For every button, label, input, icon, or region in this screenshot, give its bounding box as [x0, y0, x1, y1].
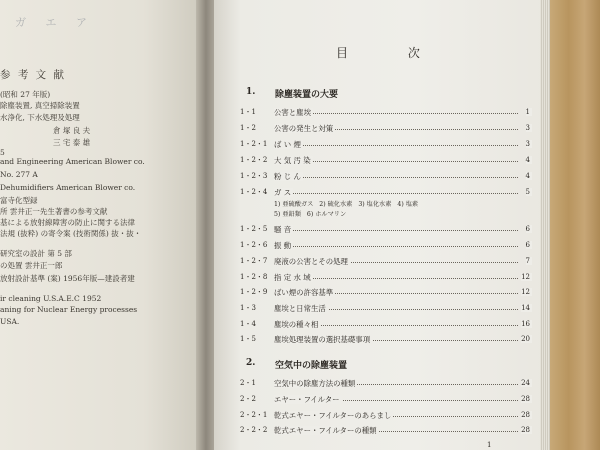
entry-title: 粉 じ ん — [274, 172, 301, 181]
toc-entry — [240, 319, 532, 330]
subitem: 1) 亜硫酸ガス — [274, 201, 314, 208]
reference-line: and Engineering American Blower co. — [0, 157, 145, 166]
toc-entry — [240, 256, 532, 267]
section-title: 除塵装置の大要 — [275, 90, 339, 100]
entry-title: ば い 煙 — [274, 140, 301, 149]
toc-entry — [240, 334, 532, 345]
entry-number: 1・2 — [240, 124, 256, 132]
toc-entry — [240, 425, 532, 436]
entry-title: 振 動 — [274, 241, 292, 250]
reference-line: Dehumidifiers American Blower co. — [0, 183, 136, 192]
left-page — [0, 0, 205, 450]
entry-number: 1・2・1 — [240, 140, 268, 148]
entry-number: 1・3 — [240, 304, 256, 312]
entry-title: 廃液の公害とその処理 — [274, 257, 348, 266]
section-title: 空気中の除塵装置 — [275, 361, 348, 371]
entry-page: 4 — [525, 156, 530, 164]
entry-number: 2・2 — [240, 395, 256, 403]
entry-title: 指 定 水 域 — [274, 273, 311, 282]
toc-entry — [240, 107, 532, 118]
reference-line: 除塵装置, 真空掃除装置 — [0, 101, 80, 110]
entry-page: 16 — [521, 320, 530, 328]
section-number: 1. — [246, 87, 256, 97]
reference-line: aning for Nuclear Energy processes — [0, 305, 138, 314]
reference-line: 基による放射線障害の防止に関する法律 — [0, 218, 135, 227]
section-number: 2. — [246, 358, 256, 368]
entry-page: 28 — [521, 395, 530, 403]
entry-page: 12 — [521, 273, 530, 281]
entry-number: 1・2・6 — [240, 241, 268, 249]
entry-number: 1・2・4 — [240, 188, 268, 196]
entry-page: 5 — [525, 188, 530, 196]
entry-page: 20 — [521, 335, 530, 343]
entry-page: 24 — [521, 379, 530, 387]
subitem: 5) 亜鉛類 — [274, 211, 301, 218]
reference-line: 5 — [0, 148, 5, 157]
subitem: 3) 塩化水素 — [358, 201, 392, 208]
entry-number: 1・2・5 — [240, 225, 268, 233]
entry-title: 大 気 汚 染 — [274, 156, 311, 165]
reference-line: ir cleaning U.S.A.E.C 1952 — [0, 294, 102, 303]
entry-title: 空気中の除塵方法の種類 — [274, 379, 356, 388]
entry-page: 7 — [525, 257, 530, 265]
reference-line: 水浄化, 下水処理及処理 — [0, 113, 80, 122]
entry-title: 騒 音 — [274, 225, 292, 234]
reference-line: 三 宅 泰 雄 — [53, 138, 91, 147]
toc-entry — [240, 272, 532, 283]
entry-number: 1・2・7 — [240, 257, 268, 265]
reference-line: 研究室の設計 第 5 部 — [0, 249, 72, 258]
page-number: 1 — [487, 441, 492, 449]
toc-entry — [240, 410, 532, 421]
gas-subitems — [274, 200, 424, 220]
entry-page: 1 — [525, 108, 530, 116]
entry-number: 1・5 — [240, 335, 256, 343]
entry-title: 塵埃と日常生活 — [274, 304, 326, 313]
toc-entry — [240, 394, 532, 405]
entry-title: 塵埃処理装置の選択基礎事項 — [274, 335, 371, 344]
entry-title: 公害と塵埃 — [274, 108, 311, 117]
desk-surface — [548, 0, 600, 450]
toc-entry — [240, 303, 532, 314]
entry-number: 2・2・2 — [240, 426, 268, 434]
subitem: 4) 塩素 — [397, 201, 419, 208]
entry-page: 3 — [525, 124, 530, 132]
reference-line: 所 雲井正一先生著書の参考文献 — [0, 207, 108, 216]
toc-entry — [240, 123, 532, 134]
reference-line: 倉 塚 良 夫 — [53, 126, 91, 135]
entry-page: 28 — [521, 411, 530, 419]
entry-page: 6 — [525, 225, 530, 233]
entry-title: 塵埃の種々相 — [274, 320, 319, 329]
entry-number: 2・1 — [240, 379, 256, 387]
entry-number: 1・1 — [240, 108, 256, 116]
entry-page: 4 — [525, 172, 530, 180]
entry-title: 乾式エヤー・フイルターのあらまし — [274, 411, 392, 420]
entry-number: 1・2・8 — [240, 273, 268, 281]
entry-page: 14 — [521, 304, 530, 312]
toc-entry — [240, 171, 532, 182]
entry-page: 6 — [525, 241, 530, 249]
entry-title: ばい煙の許容基準 — [274, 288, 334, 297]
toc-entry — [240, 187, 532, 198]
entry-number: 1・2・2 — [240, 156, 268, 164]
entry-number: 1・2・3 — [240, 172, 268, 180]
entry-title: エヤー・フイルター — [274, 395, 340, 404]
page-stack-edge — [540, 0, 550, 450]
reference-line: (昭和 27 年版) — [0, 90, 51, 99]
reference-line: USA. — [0, 317, 20, 326]
reference-line: No. 277 A — [0, 170, 38, 179]
entry-page: 3 — [525, 140, 530, 148]
toc-entry — [240, 240, 532, 251]
entry-title: 乾式エヤー・フイルターの種類 — [274, 426, 377, 435]
entry-page: 12 — [521, 288, 530, 296]
reference-line: の処置 雲井正一郎 — [0, 261, 63, 270]
reference-line: 法規 (抜粋) の寄令案 (技術関係) 抜・抜・ — [0, 229, 142, 238]
bleed-through-text: ガ エ ア — [15, 16, 95, 29]
reference-line: 富寺化型録 — [0, 196, 38, 205]
entry-number: 1・4 — [240, 320, 256, 328]
reference-line: 放射設計基準 (案) 1956年版—建設者建 — [0, 274, 135, 283]
subitem: 6) ホルマリン — [306, 211, 347, 218]
toc-title: 目 次 — [336, 46, 448, 60]
toc-entry — [240, 155, 532, 166]
entry-title: ガ ス — [274, 188, 292, 197]
entry-number: 2・2・1 — [240, 411, 268, 419]
entry-title: 公害の発生と対策 — [274, 124, 334, 133]
subitem: 2) 硫化水素 — [319, 201, 353, 208]
toc-entry — [240, 139, 532, 150]
entry-number: 1・2・9 — [240, 288, 268, 296]
toc-entry — [240, 287, 532, 298]
toc-entry — [240, 378, 532, 389]
left-page-heading: 参 考 文 献 — [0, 69, 67, 81]
toc-entry — [240, 224, 532, 235]
entry-page: 28 — [521, 426, 530, 434]
